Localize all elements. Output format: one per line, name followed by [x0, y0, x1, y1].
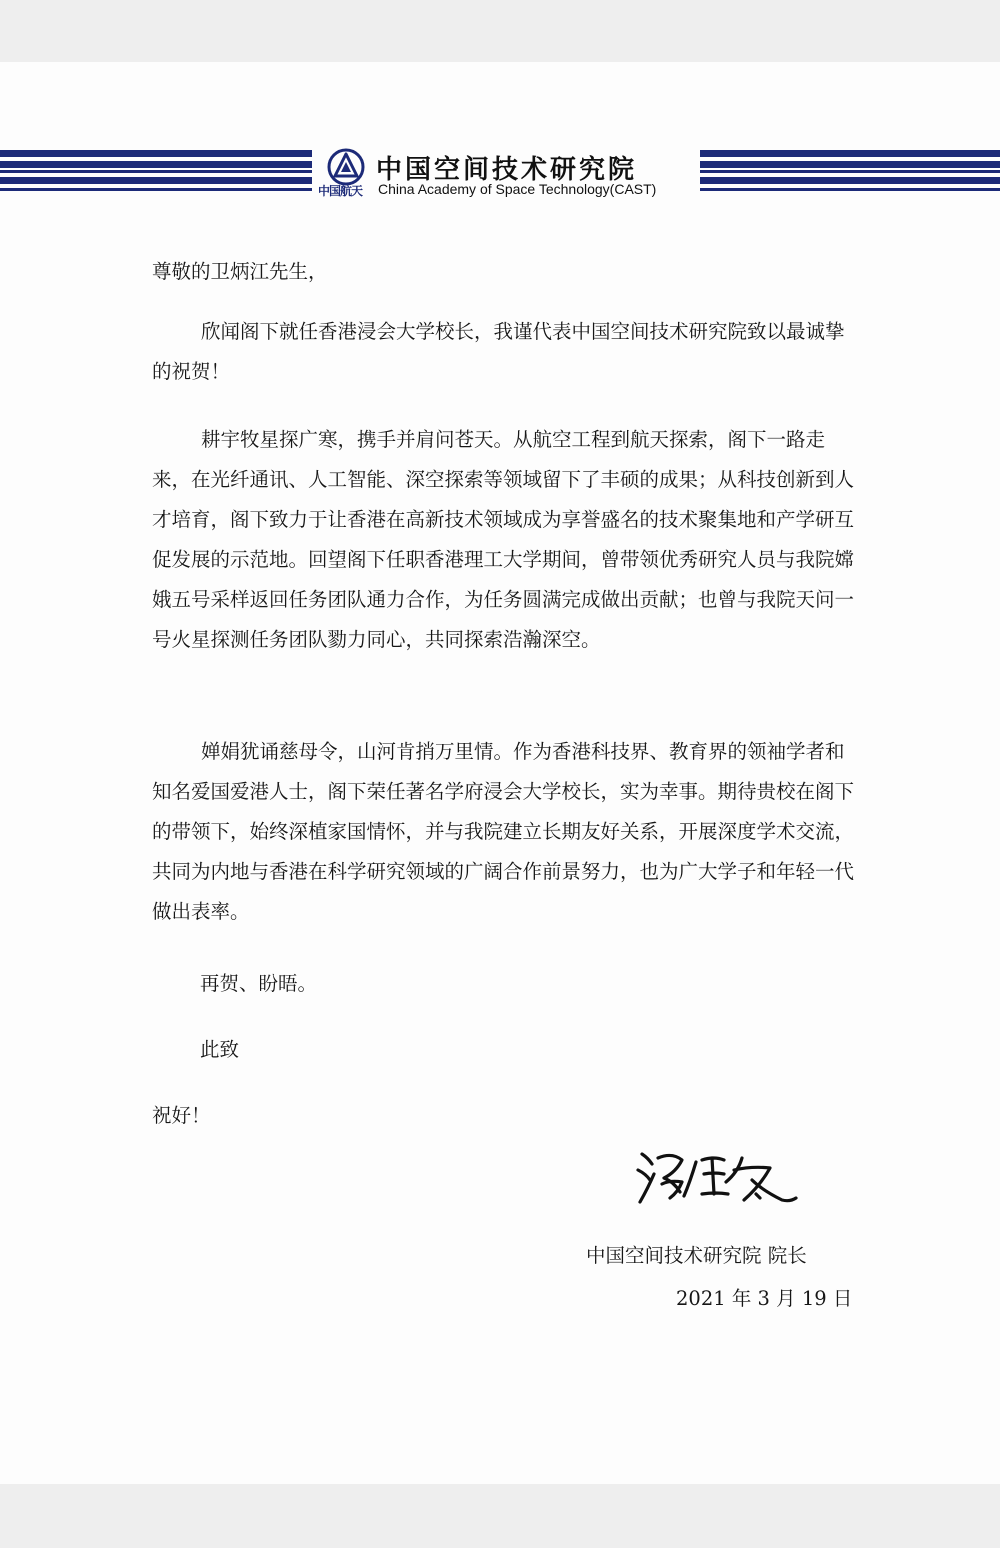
signer-title: 中国空间技术研究院 院长: [586, 1244, 807, 1267]
closing-regards: 再贺、盼晤。: [200, 972, 318, 995]
org-name-en: China Academy of Space Technology(CAST): [378, 181, 657, 197]
bottom-margin-band: [0, 1484, 1000, 1548]
cast-logo-icon: [326, 147, 366, 187]
letter-paragraph-1: 欣闻阁下就任香港浸会大学校长，我谨代表中国空间技术研究院致以最诚挚的祝贺！: [152, 320, 845, 383]
org-name-cn: 中国空间技术研究院: [376, 155, 638, 185]
letter-paragraph-3: 婵娟犹诵慈母令，山河肯捎万里情。作为香港科技界、教育界的领袖学者和知名爱国爱港人士，阁下荣任著名学府浸会大学校长，实为幸事。期待贵校在阁下的带领下，始终深植家国情怀，并与我院建立长期友好关系，开展深度学术交流，共同为内地与香港在科学研究领域的广阔合作前景努力，也为广大学子和年轻一代做出表率。: [152, 740, 855, 923]
handwritten-signature: [632, 1140, 802, 1212]
closing-wish: 祝好！: [152, 1104, 211, 1127]
letterhead-stripes-left: [0, 150, 312, 194]
closing-to: 此致: [200, 1038, 240, 1061]
letterhead-stripes-right: [700, 150, 1000, 194]
letter-paragraph-2: 耕宇牧星探广寒，携手并肩问苍天。从航空工程到航天探索，阁下一路走来，在光纤通讯、人工智能、深空探索等领域留下了丰硕的成果；从科技创新到人才培育，阁下致力于让香港在高新技术领域成为享誉盛名的技术聚集地和产学研互促发展的示范地。回望阁下任职香港理工大学期间，曾带领优秀研究人员与我院嫦娥五号采样返回任务团队通力合作，为任务圆满完成做出贡献；也曾与我院天问一号火星探测任务团队勠力同心，共同探索浩瀚深空。: [152, 428, 855, 651]
top-margin-band: [0, 0, 1000, 62]
letter-date: 2021 年 3 月 19 日: [676, 1287, 853, 1310]
logo-caption: 中国航天: [318, 184, 363, 198]
letter-salutation: 尊敬的卫炳江先生，: [152, 260, 328, 283]
